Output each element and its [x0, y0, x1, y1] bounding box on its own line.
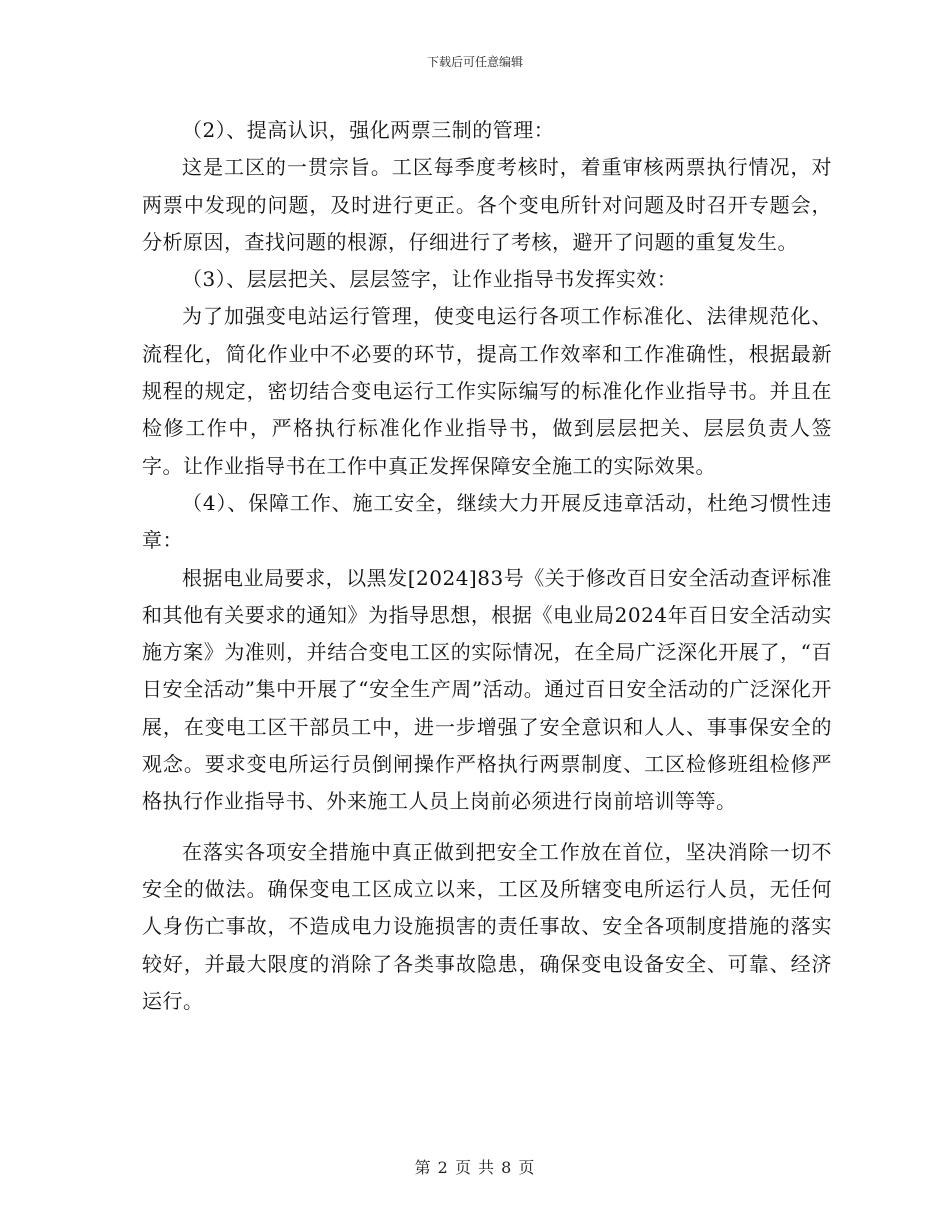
body-paragraph: 这是工区的一贯宗旨。工区每季度考核时，着重审核两票执行情况，对两票中发现的问题，及时进行更正。各个变电所针对问题及时召开专题会，分析原因，查找问题的根源，仔细进行了考核，避开了问题的重复发生。 — [142, 155, 832, 254]
section-heading-4: （4）、保障工作、施工安全，继续大力开展反违章活动，杜绝习惯性违章： — [142, 490, 832, 553]
body-paragraph: 在落实各项安全措施中真正做到把安全工作放在首位，坚决消除一切不安全的做法。确保变电工区成立以来，工区及所辖变电所运行人员，无任何人身伤亡事故，不造成电力设施损害的责任事故、安全各项制度措施的落实较好，并最大限度的消除了各类事故隐患，确保变电设备安全、可靠、经济运行。 — [142, 839, 832, 1013]
section-heading-3: （3）、层层把关、层层签字，让作业指导书发挥实效： — [182, 267, 678, 292]
page-header: 下载后可任意编辑 — [426, 55, 523, 69]
body-paragraph: 根据电业局要求，以黑发[2024]83号《关于修改百日安全活动查评标准和其他有关要求的通知》为指导思想，根据《电业局2024年百日安全活动实施方案》为准则，并结合变电工区的实际情况，在全局广泛深化开展了，“百日安全活动”集中开展了“安全生产周”活动。通过百日安全活动的广泛深化开展，在变电工区干部员工中，进一步增强了安全意识和人人、事事保安全的观念。要求变电所运行员倒闸操作严格执行两票制度、工区检修班组检修严格执行作业指导书、外来施工人员上岗前必须进行岗前培训等等。 — [142, 565, 832, 814]
body-paragraph: 为了加强变电站运行管理，使变电运行各项工作标准化、法律规范化、流程化，简化作业中不必要的环节，提高工作效率和工作准确性，根据最新规程的规定，密切结合变电运行工作实际编写的标准化作业指导书。并且在检修工作中，严格执行标准化作业指导书，做到层层把关、层层负责人签字。让作业指导书在工作中真正发挥保障安全施工的实际效果。 — [142, 304, 832, 478]
document-body — [142, 112, 832, 1020]
section-heading-2: （2）、提高认识，强化两票三制的管理： — [182, 118, 555, 142]
page-number: 第 2 页 共 8 页 — [414, 1158, 536, 1177]
